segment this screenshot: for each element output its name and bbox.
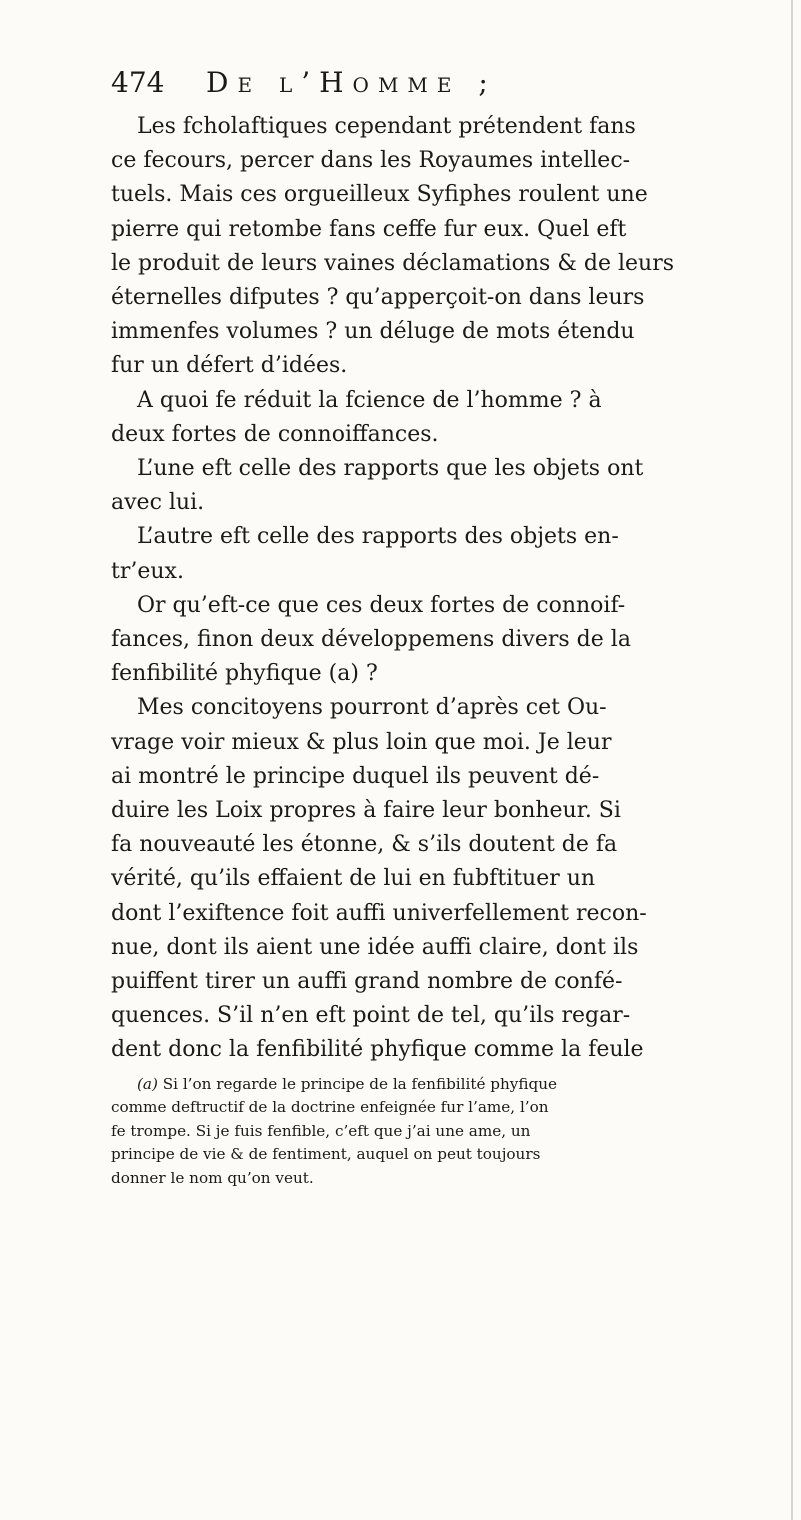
page-header	[111, 66, 711, 106]
footnote-marker: (a)	[137, 1075, 158, 1093]
text-line: fenfibilité phyfique (a) ?	[111, 661, 378, 687]
text-line: fur un défert d’idées.	[111, 353, 348, 379]
text-line: puiffent tirer un auffi grand nombre de confé-	[111, 969, 623, 995]
text-line: deux fortes de connoiffances.	[111, 421, 439, 447]
text-line: pierre qui retombe fans ceffe fur eux. Quel eft	[111, 216, 627, 242]
text-line: L’une eft celle des rapports que les objets ont	[137, 456, 644, 482]
text-line: éternelles difputes ? qu’apperçoit-on dans leurs	[111, 285, 645, 311]
page-number: 474	[111, 66, 165, 99]
page-edge-divider	[791, 0, 793, 1520]
text-line: duire les Loix propres à faire leur bonheur. Si	[111, 798, 621, 824]
footnote-text: Si l’on regarde le principe de la fenfibilité phyfique	[162, 1075, 557, 1093]
text-line: dont l’exiftence foit auffi univerfellement recon-	[111, 900, 647, 926]
text-line: vrage voir mieux & plus loin que moi. Je leur	[111, 729, 612, 755]
text-line: Les fcholaftiques cependant prétendent fans	[137, 114, 636, 139]
text-line: fances, finon deux développemens divers de la	[111, 627, 631, 653]
text-line: nue, dont ils aient une idée auffi claire, dont ils	[111, 934, 639, 960]
footnote-line	[111, 1073, 681, 1096]
main-text	[111, 110, 677, 1068]
text-line: A quoi fe réduit la fcience de l’homme ? à	[137, 387, 602, 413]
text-line: L’autre eft celle des rapports des objets en-	[137, 524, 619, 550]
text-line: ai montré le principe duquel ils peuvent dé-	[111, 763, 600, 789]
footnote	[111, 1073, 681, 1190]
text-line: tr’eux.	[111, 558, 184, 584]
footnote-line: fe trompe. Si je fuis fenfible, c’eft que j’ai une ame, un	[111, 1121, 531, 1140]
text-line: vérité, qu’ils effaient de lui en fubftituer un	[111, 866, 596, 892]
text-line: avec lui.	[111, 490, 205, 516]
text-line: le produit de leurs vaines déclamations & de leurs	[111, 250, 675, 276]
footnote-line: principe de vie & de fentiment, auquel on peut toujours	[111, 1145, 541, 1164]
text-line: tuels. Mais ces orgueilleux Syfiphes roulent une	[111, 182, 648, 208]
text-line: ce fecours, percer dans les Royaumes intellec-	[111, 148, 631, 174]
text-line: dent donc la fenfibilité phyfique comme la feule	[111, 1037, 644, 1063]
running-title: De l’Homme ;	[206, 66, 497, 99]
footnote-line: comme deftructif de la doctrine enfeignée fur l’ame, l’on	[111, 1098, 549, 1117]
text-line: quences. S’il n’en eft point de tel, qu’ils regar-	[111, 1003, 631, 1029]
text-line: immenfes volumes ? un déluge de mots étendu	[111, 319, 635, 345]
text-line: Mes concitoyens pourront d’après cet Ou-	[137, 695, 607, 721]
text-line: fa nouveauté les étonne, & s’ils doutent de fa	[111, 832, 618, 858]
text-line: Or qu’eft-ce que ces deux fortes de connoif-	[137, 592, 626, 618]
footnote-line: donner le nom qu’on veut.	[111, 1168, 314, 1187]
